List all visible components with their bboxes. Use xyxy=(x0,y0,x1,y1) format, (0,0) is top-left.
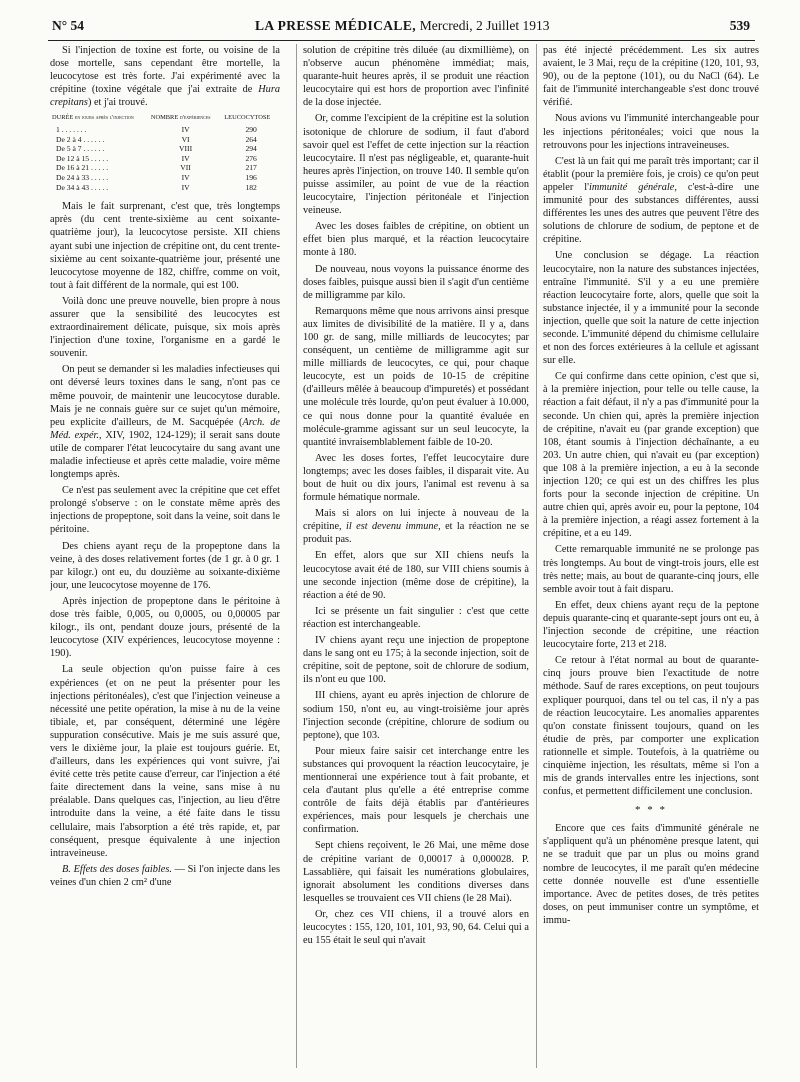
paragraph: Cette remarquable immunité ne se prolonge pas très longtemps. Au bout de vingt-trois jours, elle est très nette; mais, au bout de quarante-cinq jours, elle semble avoir tout à fait disparu. xyxy=(543,544,759,595)
paragraph: III chiens, ayant eu après injection de chlorure de sodium 150, n'ont eu, au vingt-troisième jour après l'injection seconde (crépitine, chlorure de sodium ou peptone), que 103. xyxy=(303,690,529,741)
issue-number: N° 54 xyxy=(52,18,85,33)
table-row: De 24 à 33 . . . . . IV 196 xyxy=(56,173,257,183)
journal-name: LA PRESSE MÉDICALE, xyxy=(255,18,417,33)
paragraph: Nous avions vu l'immunité interchangeable pour les injections péritonéales; voici que nous la retrouvons pour les injections intraveineuses. xyxy=(543,113,759,151)
table-header: NOMBRE d'expériences xyxy=(150,114,211,122)
table-header: LEUCOCYTOSE xyxy=(224,114,271,122)
table-row: De 5 à 7 . . . . . . VIII 294 xyxy=(56,144,257,154)
column-1 xyxy=(50,44,280,1068)
table-row: 1 . . . . . . . IV 290 xyxy=(56,125,257,135)
issue-date: Mercredi, 2 Juillet 1913 xyxy=(419,18,550,33)
leucocytosis-table xyxy=(50,114,280,192)
paragraph: Encore que ces faits d'immunité générale ne s'appliquent qu'à un phénomène presque latent, qui ne se traduit que par un plus ou moins grand nombre de leucocytes, il me paraît qu'en médecine cette donnée nouvelle est d'une essentielle importance. Avec de petites doses, de très petites doses, on peut immuniser contre un symptôme, et immu- xyxy=(543,823,759,926)
paragraph: Voilà donc une preuve nouvelle, bien propre à nous assurer que la sensibilité des leucocytes est extraordinairement délicate, puisque, six mois après l'injection d'une toxine, l'organisme en a gardé le souvenir. xyxy=(50,295,280,360)
paragraph: De nouveau, nous voyons la puissance énorme des doses faibles, puisque aussi bien il s'agit d'un centième de milligramme par kilo. xyxy=(303,263,529,301)
paragraph: Ce retour à l'état normal au bout de quarante-cinq jours prouve bien l'exactitude de notre méthode. Sauf de rares exceptions, on peut toujours expliquer pourquoi, dans tel ou tel cas, il n'y a pas de réaction leucocytaire. Les anomalies apparentes qu'on constate finissent toujours, quand on les étudie de près, par comporter une explication rationnelle et simple. Toutefois, à la quatrième ou cinquième injection, les résultats, même si l'on a mis de grands intervalles entre les injections, sont confus, et permettent difficilement une conclusion. xyxy=(543,655,759,798)
paragraph: Remarquons même que nous arrivons ainsi presque aux limites de divisibilité de la matière. Il y a, dans 100 gr. de sang, mille milliards de leucocytes; par conséquent, un centième de milligramme agit sur mille milliards de leucocytes, ce qui, pour chaque leucocyte, est un poids de 10-15 de crépitine (d'ailleurs mêlée à beaucoup d'impuretés) et possédant une molécule très lourde, qu'on peut évaluer à 10.000, ce qui nous donne pour la quantité évaluée en molécule-gramme agissant sur un seul leucocyte, la quantité invraisemblablement faible de 10-20. xyxy=(303,305,529,448)
paragraph: Mais si alors on lui injecte à nouveau de la crépitine, il est devenu immune, et la réaction ne se produit pas. xyxy=(303,508,529,546)
paragraph: Or, comme l'excipient de la crépitine est la solution isotonique de chlorure de sodium, il faut d'abord savoir quel est l'effet de cette injection sur la réaction leucocytaire. Il n'est pas négligeable, et, quarante-huit heures après l'injection, on trouve 140. Il semble qu'on puisse assimiler, au point de vue de la réaction leucocytaire, l'injection péritonéale et l'injection veineuse. xyxy=(303,113,529,217)
column-2 xyxy=(296,44,529,1068)
section-paragraph: B. Effets des doses faibles. — Si l'on injecte dans les veines d'un chien 2 cm² d'une xyxy=(50,863,280,888)
paragraph: C'est là un fait qui me paraît très important; car il établit (pour la première fois, je crois) ce qu'on peut appeler l'immunité générale, c'est-à-dire une immunité pour des substances différentes, aussi différentes les unes des autres que peuvent l'être des solutions de chlorure de sodium, de peptone et de crépitine. xyxy=(543,155,759,246)
page-header xyxy=(0,18,800,40)
paragraph: Ce n'est pas seulement avec la crépitine que cet effet prolongé s'observe : on le constate même après des injections de propeptone, soit dans la veine, soit dans le péritoine. xyxy=(50,485,280,536)
paragraph: Après injection de propeptone dans le péritoine à dose très faible, 0,005, ou 0,0005, ou 0,00005 par kilogr., ils ont, pendant douze jours, présenté de la leucocytose (XIV expériences, leucocytose moyenne : 190). xyxy=(50,595,280,660)
paragraph: En effet, deux chiens ayant reçu de la peptone depuis quarante-cinq et quarante-sept jours ont eu, à l'injection seconde de crépitine, une réaction leucocytaire forte, 213 et 218. xyxy=(543,599,759,651)
paragraph: En effet, alors que sur XII chiens neufs la leucocytose avait été de 180, sur VIII chiens soumis à une seconde injection (même dose de crépitine), la réaction a été de 90. xyxy=(303,550,529,601)
paragraph: IV chiens ayant reçu une injection de propeptone dans le sang ont eu 175; à la seconde injection, soit de crépitine, soit de peptone, soit de chlorure de sodium, ils n'ont eu que 100. xyxy=(303,635,529,686)
paragraph: Ici se présente un fait singulier : c'est que cette réaction est interchangeable. xyxy=(303,605,529,630)
table-header: DURÉE en jours après l'injection xyxy=(52,114,134,122)
paragraph: Avec les doses faibles de crépitine, on obtient un effet bien plus marqué, et la réaction leucocytaire monte à 180. xyxy=(303,221,529,259)
paragraph: pas été injecté précédemment. Les six autres avaient, le 3 Mai, reçu de la crépitine (120, 101, 93, 90), ou de la peptone (101), ou du NaCl (64). Le fait de l'immunité interchangeable s'est donc trouvé vérifié. xyxy=(543,45,759,109)
page-number: 539 xyxy=(729,18,750,33)
table-row: De 16 à 21 . . . . . VII 217 xyxy=(56,163,257,173)
paragraph: On peut se demander si les maladies infectieuses qui ont déversé leurs toxines dans le sang, n'ont pas ce même pouvoir, de maintenir une leucocytose durable. Mais je ne connais guère sur ce sujet qu'un mémoire, peu explicite d'ailleurs, de M. Sacquépée (Arch. de Méd. expér., XIV, 1902, 124-129); il serait sans doute utile de comparer l'état leucocytaire du sang avant une maladie infectieuse et après cette maladie, voire même longtemps après. xyxy=(50,364,280,481)
table-row: De 34 à 43 . . . . . IV 182 xyxy=(56,182,257,192)
column-3 xyxy=(536,44,759,1068)
paragraph: Pour mieux faire saisir cet interchange entre les substances qui provoquent la réaction leucocytaire, je mentionnerai une expérience tout à fait probante, et cela d'autant plus qu'elle a été entreprise comme contrôle de faits déjà établis par d'antérieures expériences, mais pour lesquels je cherchais une confirmation. xyxy=(303,745,529,836)
header-rule xyxy=(48,40,755,41)
paragraph: Sept chiens reçoivent, le 26 Mai, une même dose de crépitine variant de 0,00017 à 0,000028. P. Lassablière, qui faisait les numérations globulaires, ignorait absolument les conditions diverses dans lesquelles se trouvaient ces VII chiens (le 28 Mai). xyxy=(303,840,529,904)
paragraph: Mais le fait surprenant, c'est que, très longtemps après (du cent trente-sixième au cent soixante-quatrième jour), la leucocytose persiste. XII chiens ayant subi une injection de crépitine ont, du cent trente-sixième au cent soixante-quatrième jour, présenté une leucocytose moyenne de 182, chiffre, comme on voit, tout à fait différent de la normale, qui est 100. xyxy=(50,201,280,291)
journal-title xyxy=(255,18,550,34)
paragraph: Or, chez ces VII chiens, il a trouvé alors en leucocytes : 155, 120, 101, 101, 93, 90, 64. Celui qui a eu 155 était le seul qui n'avait xyxy=(303,908,529,947)
table-row: De 12 à 15 . . . . . IV 276 xyxy=(56,153,257,163)
paragraph: Avec les doses fortes, l'effet leucocytaire dure longtemps; avec les doses faibles, il disparait vite. Au bout de huit ou dix jours, l'animal est revenu à sa formule hématique normale. xyxy=(303,452,529,504)
section-heading: B. Effets des doses faibles. xyxy=(62,863,172,875)
table-row: De 2 à 4 . . . . . . VI 264 xyxy=(56,134,257,144)
paragraph: La seule objection qu'on puisse faire à ces expériences (et on ne peut la présenter pour les injections péritonéales), c'est que l'injection veineuse a nécessité une petite opération, la mise à nu de la veine tibiale, et, par conséquent, déterminé une légère suppuration consécutive. Mais je me suis assuré que, vers le dixième jour, la plaie est toujours guérie. Et, d'ailleurs, dans les expériences qui vont suivre, j'ai évité cette très petite cause d'erreur, car l'injection a été faite directement dans la veine, sans mise à nu préalable. Dans quelques cas, l'injection, au lieu d'être introduite dans la veine, a été faite dans le tissu cellulaire, mais l'absorption a été très rapide, et, par conséquent, presque équivalente à une injection intraveineuse. xyxy=(50,664,280,859)
section-separator: * * * xyxy=(635,804,667,817)
paragraph: Une conclusion se dégage. La réaction leucocytaire, non la nature des substances injectées, entraîne l'immunité. S'il y a eu une première réaction leucocytaire forte, alors, quelle que soit la substance injectée, il y a immunité pour la seconde injection, quelle que soit la nature de cette injection seconde. L'immunité dépend du chimisme cellulaire et non des forces extérieures à la cellule et agissant sur elle. xyxy=(543,250,759,367)
paragraph: Des chiens ayant reçu de la propeptone dans la veine, à des doses relativement fortes (de 1 gr. à 0 gr. 1 par kilogr.) ont eu, du douzième au soixante-dixième jour, une leucocytose moyenne de 176. xyxy=(50,540,280,591)
paragraph: Si l'injection de toxine est forte, ou voisine de la dose mortelle, sans cependant être mortelle, la leucocytose est très forte. J'ai expérimenté avec la crépitine (toxine végétale que j'ai extraite de Hura crepitans) et j'ai trouvé. xyxy=(50,45,280,109)
paragraph: Ce qui confirme dans cette opinion, c'est que si, à la première injection, pour telle ou telle cause, la réaction a fait défaut, il n'y a pas d'immunité pour la seconde. Un chien qui, après la première injection de crépitine, n'avait eu (par grande exception) que 108, étant soumis à l'injection déchaînante, a eu 203. Un autre chien, qui n'avait eu (par exception) que 108 à la première injection, a eu à la seconde injection 120; ce qui est un des chiffres les plus forts pour la seconde injection de crépitine. Un autre chien qui, après avoir eu, pour la peptone, 104 à la première injection, a réagi assez fortement à la crépitine, et a eu 149. xyxy=(543,371,759,540)
paragraph: solution de crépitine très diluée (au dixmillième), on n'observe aucun phénomène immédiat; mais, quarante-huit heures après, il se produit une réaction leucocytaire qui est hors de proportion avec l'infinité de la dose injectée. xyxy=(303,45,529,109)
